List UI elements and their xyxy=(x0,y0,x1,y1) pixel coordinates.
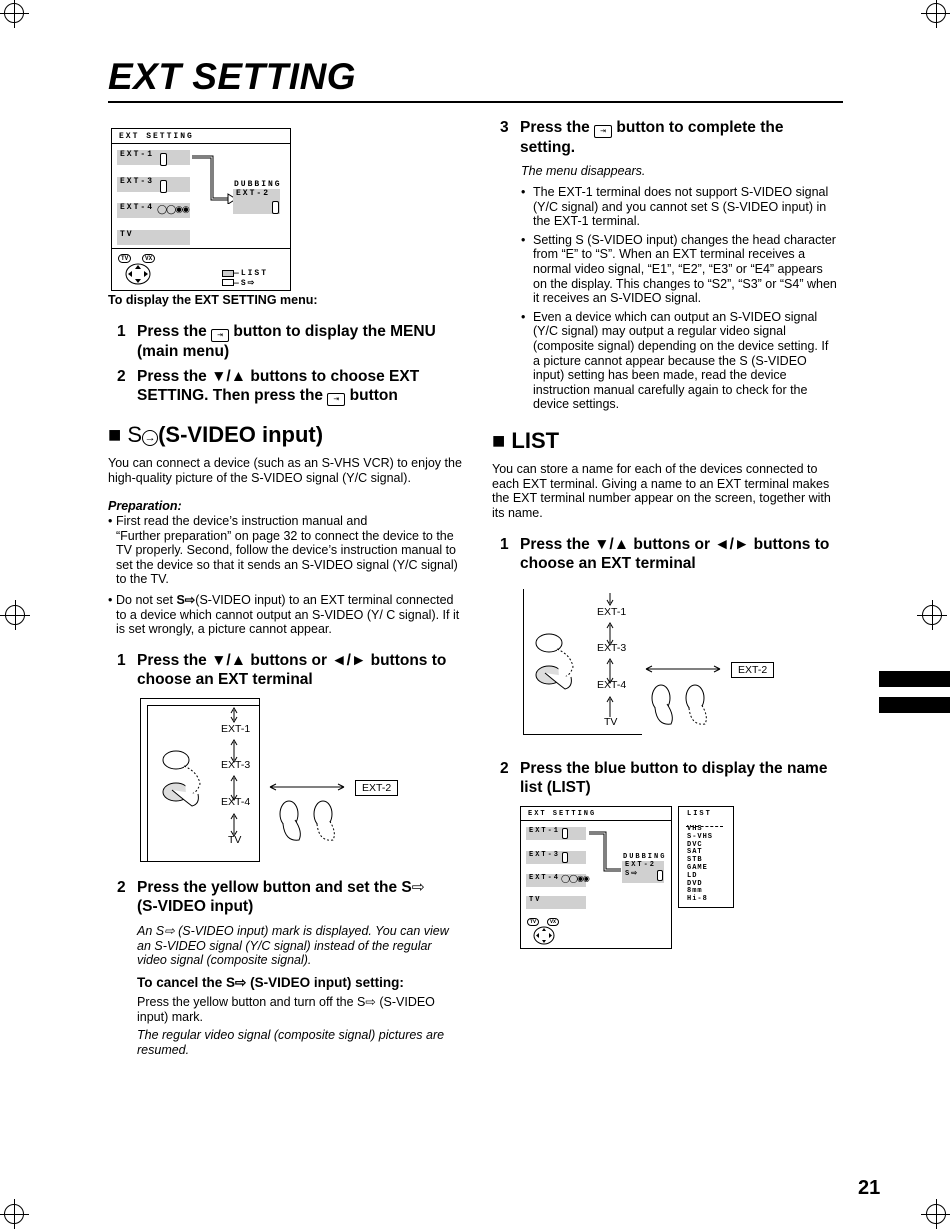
name-list-items xyxy=(687,826,713,904)
osd-item-tv: TV xyxy=(117,230,190,245)
name-list-item: GAME xyxy=(687,863,708,872)
osd-list-label: —LIST xyxy=(234,269,269,278)
registration-mark-top-left xyxy=(4,3,24,23)
cancel-setting-body: Press the yellow button and turn off the S⇨ (S-VIDEO input) mark. xyxy=(137,995,435,1024)
note-item: • The EXT-1 terminal does not support S-VIDEO signal (Y/C signal) and you cannot set S (S-VIDEO input) in the EXT-1 terminal. xyxy=(521,185,837,229)
name-list-item: 8mm xyxy=(687,887,703,896)
list-step-1: 1 Press the ▼/▲ buttons or ◄/► buttons to choose an EXT terminal xyxy=(500,536,830,572)
svideo-intro: You can connect a device (such as an S-VHS VCR) to enjoy the high-quality picture of the S-VIDEO signal (Y/C signal). xyxy=(108,456,462,485)
osd-item-ext4: EXT-4 xyxy=(526,874,586,887)
list-step-2: 2 Press the blue button to display the name list (LIST) xyxy=(500,760,828,796)
terminal-select-diagram xyxy=(140,698,400,863)
menu-key-icon: ⇥ xyxy=(594,125,612,138)
vx-key-icon: VX xyxy=(142,254,155,263)
section-heading-list: ■ LIST xyxy=(492,428,560,453)
registration-mark-bottom-left xyxy=(4,1204,24,1224)
svideo-step-2-note: An S⇨ (S-VIDEO input) mark is displayed. You can view an S-VIDEO signal (Y/C signal) instead of the regular video signal (composite signal). xyxy=(137,924,449,968)
pointing-hand-icon xyxy=(158,744,218,814)
terminal-label: EXT-1 xyxy=(221,723,251,735)
cycle-arrows-icon xyxy=(604,591,616,719)
registration-mark-mid-right xyxy=(922,605,942,625)
double-arrow-icon xyxy=(268,782,346,792)
notes-list xyxy=(521,185,837,412)
name-list-item: S-VHS xyxy=(687,832,714,841)
svideo-color-key-icon xyxy=(222,279,234,286)
ext-setting-osd xyxy=(111,128,291,291)
terminal-label: TV xyxy=(604,716,618,728)
section-heading-svideo: ■ S → (S-VIDEO input) xyxy=(108,422,324,447)
name-list-header: LIST xyxy=(687,810,712,818)
pencil-icon xyxy=(272,201,279,214)
step-1-display-menu: 1 Press the ⇥ button to display the MENU (main menu) xyxy=(117,323,436,360)
terminal-label-ext2: EXT-2 xyxy=(731,662,774,678)
double-arrow-icon xyxy=(644,664,722,674)
list-intro: You can store a name for each of the devices connected to each EXT terminal. Giving a name to an EXT terminal makes the EXT terminal number appear on the screen, together with its name. xyxy=(492,462,831,520)
cycle-arrows-icon xyxy=(228,706,240,836)
step-2-choose-ext-setting: 2 Press the ▼/▲ buttons to choose EXT SETTING. Then press the ⇥ button xyxy=(117,368,420,404)
name-list-panel xyxy=(678,806,734,908)
osd-dubbing-label: DUBBING xyxy=(623,853,667,861)
pencil-icon xyxy=(562,852,568,863)
osd-svideo-label: —S⇨ xyxy=(234,279,257,288)
preparation-title: Preparation: xyxy=(108,499,182,513)
dubbing-arrow-icon xyxy=(587,830,627,875)
pencil-icon xyxy=(160,180,167,193)
registration-mark-bottom-right xyxy=(926,1204,946,1224)
terminal-label: EXT-3 xyxy=(597,642,627,654)
osd-item-ext1: EXT-1 xyxy=(526,827,586,840)
osd-header: EXT SETTING xyxy=(528,810,597,818)
pointing-hand-icon xyxy=(531,627,591,697)
osd-header: EXT SETTING xyxy=(119,132,194,141)
title-rule xyxy=(108,101,843,103)
pencil-icon xyxy=(657,870,663,881)
terminal-label: EXT-3 xyxy=(221,759,251,771)
list-color-key-icon xyxy=(222,270,234,277)
name-list-item: VHS xyxy=(687,825,703,833)
terminal-label: EXT-1 xyxy=(597,606,627,618)
osd-item-ext1: EXT-1 xyxy=(117,150,190,165)
cancel-setting-note: The regular video signal (composite signal) pictures are resumed. xyxy=(137,1028,445,1057)
menu-key-icon: ⇥ xyxy=(211,329,229,342)
direction-pad-icon xyxy=(533,926,555,945)
name-list-item: Hi-8 xyxy=(687,895,708,904)
tv-key-icon: TV xyxy=(118,254,131,263)
ext-setting-osd-with-list xyxy=(520,806,672,949)
osd-dubbing-label: DUBBING xyxy=(234,180,282,189)
preparation-list xyxy=(108,514,463,637)
preparation-item: • Do not set S⇨(S-VIDEO input) to an EXT terminal connected to a device which cannot output an S-VIDEO (Y/ C signal). If it is set wrongly, a picture cannot appear. xyxy=(108,593,463,637)
registration-mark-top-right xyxy=(926,3,946,23)
osd-item-ext4: EXT-4 xyxy=(117,203,190,218)
osd-dubbing-target: EXT-2 S⇨ xyxy=(622,861,664,883)
terminal-label: EXT-4 xyxy=(221,796,251,808)
svideo-arrow-icon: → xyxy=(142,430,158,446)
name-list-item: SAT xyxy=(687,848,703,857)
terminal-select-diagram xyxy=(523,589,783,739)
osd-caption: To display the EXT SETTING menu: xyxy=(108,293,318,307)
registration-mark-mid-left xyxy=(5,605,25,625)
name-list-item: STB xyxy=(687,856,703,865)
vx-key-icon: VX xyxy=(547,918,559,926)
step-3-note: The menu disappears. xyxy=(521,164,646,178)
terminal-label: EXT-4 xyxy=(597,679,627,691)
svideo-step-1: 1 Press the ▼/▲ buttons or ◄/► buttons to choose an EXT terminal xyxy=(117,652,447,688)
pointing-hand-icon xyxy=(273,798,353,848)
name-list-item: DVC xyxy=(687,840,703,849)
preparation-item: • First read the device’s instruction manual and “Further preparation” on page 32 to connect the device to the TV properly. Second, follow the device’s instruction manual to set the device so that it sends an S-VIDEO signal (Y/C signal) to the TV. xyxy=(108,514,463,587)
section-tab-mark xyxy=(879,671,950,687)
cancel-setting-title: To cancel the S⇨ (S-VIDEO input) setting: xyxy=(137,975,404,990)
name-list-item: LD xyxy=(687,871,698,880)
step-3-complete-setting: 3 Press the ⇥ button to complete the setting. xyxy=(500,119,784,156)
av-jacks-icon: ◯◯◉◉ xyxy=(157,204,189,214)
section-tab-mark xyxy=(879,697,950,713)
page-title: EXT SETTING xyxy=(108,56,357,97)
osd-dubbing-target: EXT-2 xyxy=(233,189,280,214)
terminal-label: TV xyxy=(228,834,242,846)
menu-key-icon: ⇥ xyxy=(327,393,345,406)
osd-item-tv: TV xyxy=(526,896,586,909)
name-list-item: DVD xyxy=(687,879,703,888)
note-item: • Setting S (S-VIDEO input) changes the head character from “E” to “S”. When an EXT terminal receives a normal video signal, “E1”, “E2”, “E3” or “E4” appears on the display. This changes to “S2”, “S3” or “S4” when it receives an S-VIDEO signal. xyxy=(521,233,837,306)
note-item: • Even a device which can output an S-VIDEO signal (Y/C signal) may output a regular video signal (composite signal) depending on the device setting. If a picture cannot appear because the S (S-VIDEO input) setting has been made, read the device instruction manual carefully again to check for the device settings. xyxy=(521,310,837,412)
terminal-label-ext2: EXT-2 xyxy=(355,780,398,796)
direction-pad-icon xyxy=(125,263,151,285)
pencil-icon xyxy=(160,153,167,166)
pencil-icon xyxy=(562,828,568,839)
svideo-step-2: 2 Press the yellow button and set the S⇨ (S-VIDEO input) xyxy=(117,879,425,915)
av-jacks-icon: ◯◯◉◉ xyxy=(561,874,589,883)
tv-key-icon: TV xyxy=(527,918,539,926)
pointing-hand-icon xyxy=(645,682,725,732)
svideo-arrow-icon: ⇨ xyxy=(411,879,425,896)
page-number: 21 xyxy=(858,1177,881,1199)
osd-item-ext3: EXT-3 xyxy=(117,177,190,192)
osd-item-ext3: EXT-3 xyxy=(526,851,586,864)
